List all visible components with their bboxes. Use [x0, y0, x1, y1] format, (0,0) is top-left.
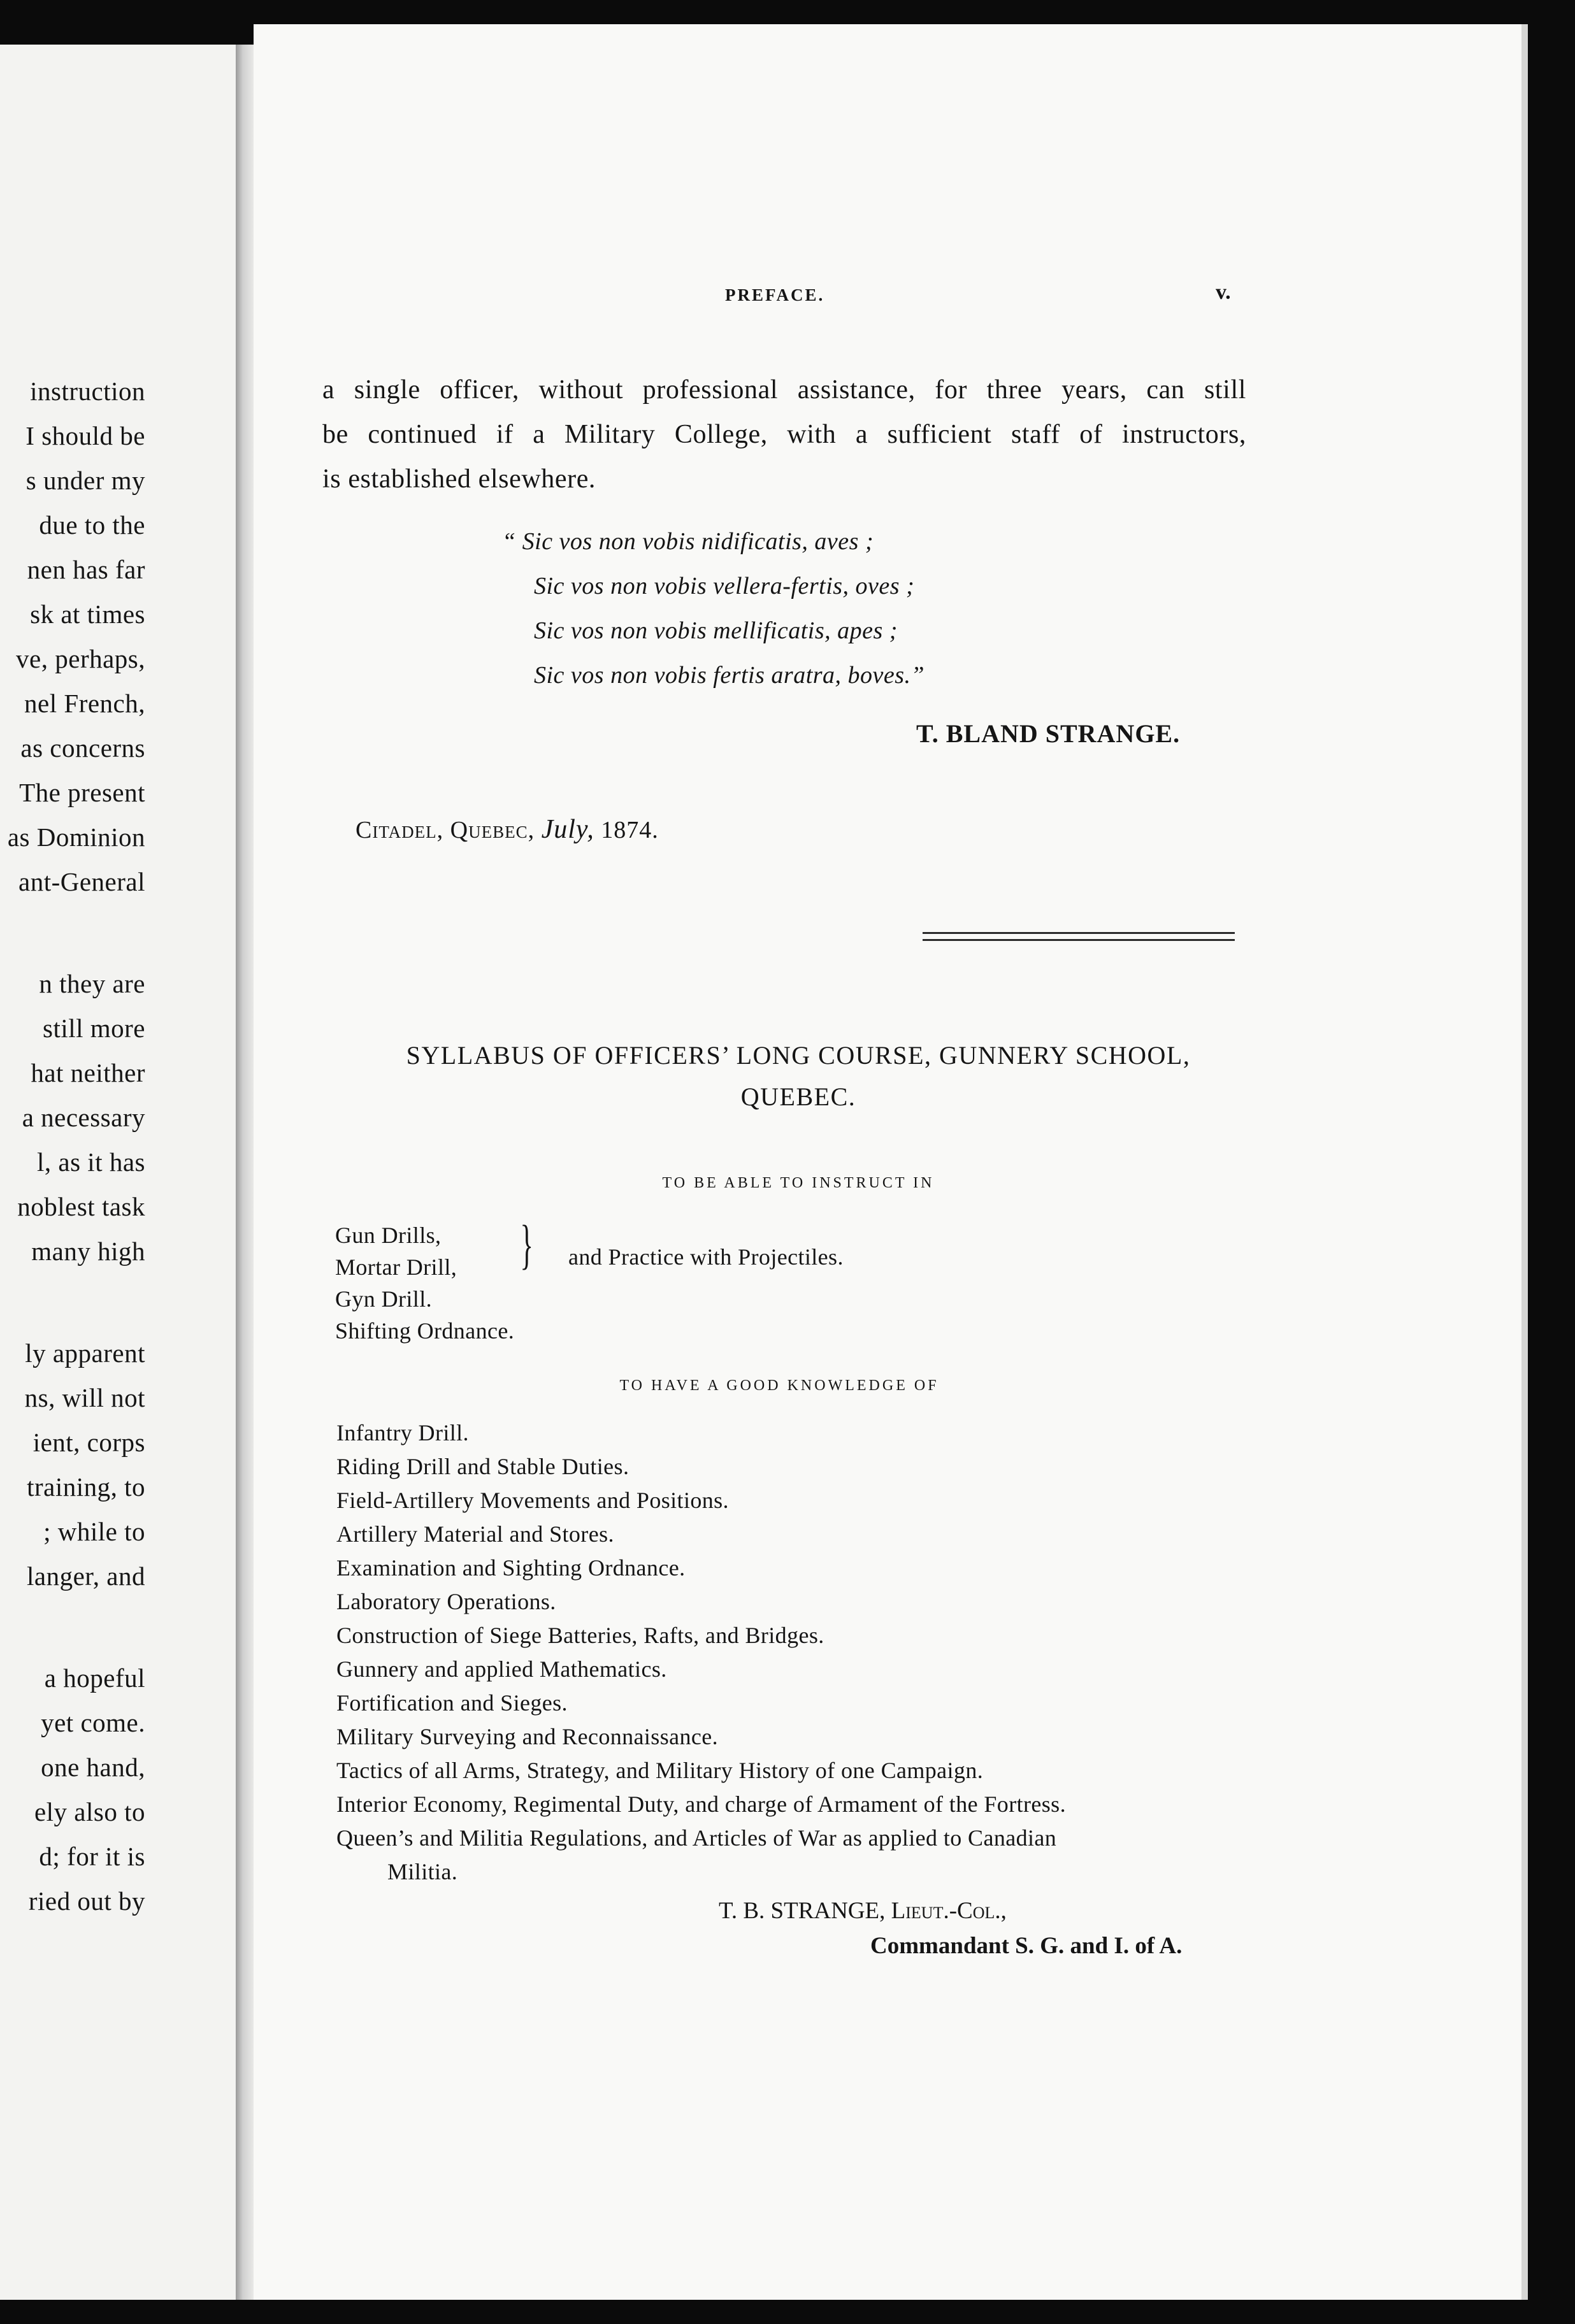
left-page-line: s under my [25, 466, 145, 495]
dateline-month: July, [541, 815, 594, 844]
subhead-instruct: TO BE ABLE TO INSTRUCT IN [662, 1175, 935, 1191]
left-page-line: training, to [27, 1472, 145, 1502]
knowledge-item: Fortification and Sieges. [336, 1690, 568, 1716]
brace-glyph: } [520, 1214, 533, 1275]
left-page-line: d; for it is [39, 1842, 145, 1871]
left-page-line: many high [31, 1237, 145, 1266]
left-page-line: n they are [39, 969, 145, 998]
knowledge-item: Tactics of all Arms, Strategy, and Military History of one Campaign. [336, 1758, 984, 1783]
knowledge-item: Gunnery and applied Mathematics. [336, 1656, 667, 1682]
left-page-line: as Dominion [7, 822, 145, 852]
instruct-item: Shifting Ordnance. [335, 1318, 515, 1344]
left-page-line: ely also to [34, 1797, 145, 1826]
left-page-line: still more [42, 1014, 145, 1043]
signature-title: Commandant S. G. and I. of A. [870, 1933, 1183, 1959]
subhead-knowledge: TO HAVE A GOOD KNOWLEDGE OF [619, 1377, 939, 1394]
verse-line: “ Sic vos non vobis nidificatis, aves ; [502, 528, 874, 555]
verse-line: Sic vos non vobis vellera-fertis, oves ; [534, 573, 915, 599]
knowledge-item: Examination and Sighting Ordnance. [336, 1555, 686, 1581]
syllabus-title: SYLLABUS OF OFFICERS’ LONG COURSE, GUNNERY SCHOOL, [406, 1041, 1191, 1070]
section-divider-rule [923, 932, 1235, 934]
knowledge-item: Field-Artillery Movements and Positions. [336, 1488, 729, 1513]
verse-line: Sic vos non vobis mellificatis, apes ; [534, 617, 898, 644]
preface-signature: T. BLAND STRANGE. [916, 719, 1181, 748]
instruct-note: and Practice with Projectiles. [568, 1244, 844, 1270]
syllabus-title-place: QUEBEC. [740, 1082, 856, 1111]
left-page-line: yet come. [41, 1708, 145, 1737]
knowledge-item: Artillery Material and Stores. [336, 1521, 614, 1547]
knowledge-item: Military Surveying and Reconnaissance. [336, 1724, 719, 1749]
left-page-line: ly apparent [25, 1338, 145, 1368]
preface-line: is established elsewhere. [322, 464, 596, 494]
left-page-line: sk at times [30, 599, 145, 629]
verse-line: Sic vos non vobis fertis aratra, boves.” [534, 662, 925, 689]
left-page-line: ns, will not [24, 1383, 145, 1412]
knowledge-item: Infantry Drill. [336, 1420, 469, 1445]
left-page-line: nen has far [27, 555, 145, 584]
preface-line: be continued if a Military College, with a sufficient staff of instructors, [322, 420, 1246, 449]
knowledge-item-continued: Militia. [387, 1859, 458, 1884]
left-page-line: as concerns [20, 733, 145, 763]
knowledge-item: Interior Economy, Regimental Duty, and charge of Armament of the Fortress. [336, 1791, 1066, 1817]
knowledge-item: Laboratory Operations. [336, 1589, 556, 1614]
left-page-line: ve, perhaps, [16, 644, 145, 673]
left-page-line: noblest task [17, 1192, 145, 1221]
preface-page [254, 24, 1528, 2300]
left-page-line: I should be [25, 421, 145, 450]
left-page-line: a necessary [22, 1103, 145, 1132]
instruct-item: Mortar Drill, [335, 1254, 457, 1280]
instruct-item: Gyn Drill. [335, 1286, 432, 1312]
left-page-line: a hopeful [44, 1663, 145, 1693]
book-gutter [236, 45, 254, 2300]
left-page-line: The present [19, 778, 145, 807]
signature-name: T. B. STRANGE, [719, 1898, 886, 1924]
running-head: PREFACE. [725, 285, 825, 305]
left-page-line: hat neither [31, 1058, 145, 1087]
left-page-line: langer, and [27, 1561, 145, 1591]
left-page-line: one hand, [41, 1753, 145, 1782]
section-divider-rule [923, 939, 1235, 941]
knowledge-item: Construction of Siege Batteries, Rafts, and Bridges. [336, 1623, 824, 1648]
signature-rank: Lieut.-Col., [891, 1898, 1007, 1924]
syllabus-signature [719, 1897, 1007, 1925]
left-page-line: ient, corps [32, 1428, 145, 1457]
left-page-line: due to the [39, 510, 145, 540]
left-page-line: ant-General [18, 867, 145, 896]
dateline-year: 1874. [601, 817, 659, 843]
dateline-place: Citadel, Quebec, [356, 817, 535, 843]
page-number: v. [1216, 280, 1231, 304]
preface-line: a single officer, without professional assistance, for three years, can still [322, 375, 1246, 405]
instruct-item: Gun Drills, [335, 1223, 442, 1248]
left-page-line: ; while to [43, 1517, 145, 1546]
knowledge-item: Queen’s and Militia Regulations, and Articles of War as applied to Canadian [336, 1825, 1057, 1851]
left-page-line: instruction [30, 377, 145, 406]
left-page-line: nel French, [24, 689, 145, 718]
left-page-line: ried out by [28, 1886, 145, 1916]
knowledge-item: Riding Drill and Stable Duties. [336, 1454, 629, 1479]
left-page-line: l, as it has [37, 1147, 145, 1177]
left-facing-page [0, 45, 236, 2300]
dateline [356, 814, 659, 845]
